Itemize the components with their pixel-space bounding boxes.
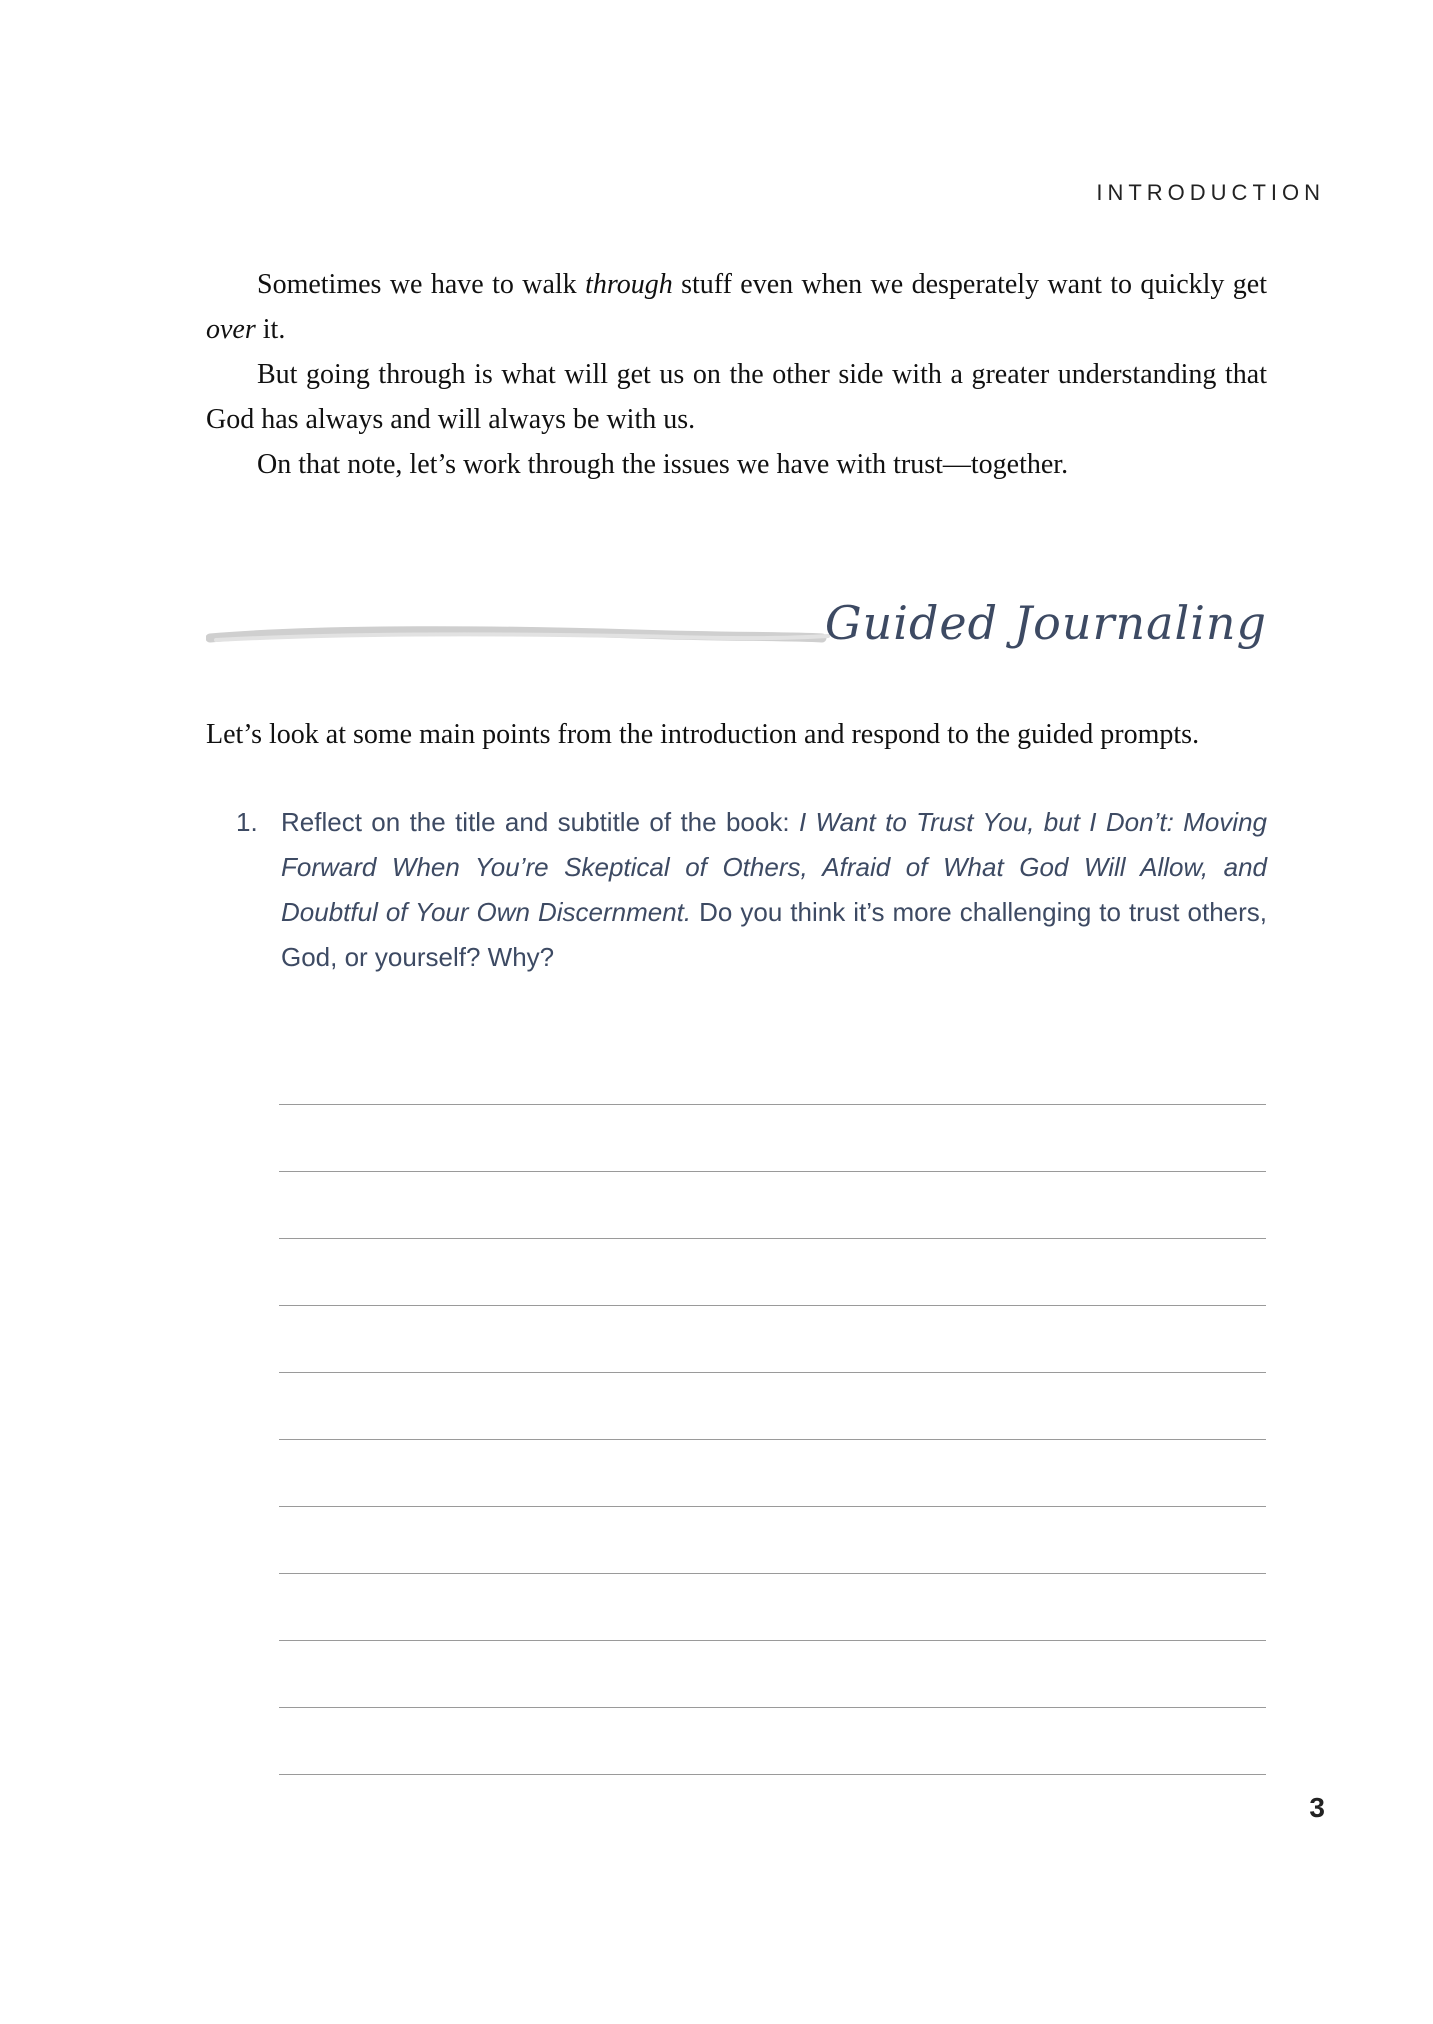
- answer-line[interactable]: [279, 1507, 1266, 1574]
- p1-emphasis-over: over: [206, 314, 256, 345]
- section-title-guided-journaling: Guided Journaling: [824, 596, 1267, 650]
- brush-stroke-decoration: [206, 618, 836, 658]
- answer-line[interactable]: [279, 1574, 1266, 1641]
- paragraph-2: But going through is what will get us on the other side with a greater understanding that God has always and will always be with us.: [206, 359, 1267, 435]
- page-number: 3: [1309, 1792, 1325, 1823]
- prompt-1: [236, 800, 1267, 980]
- answer-line[interactable]: [279, 1440, 1266, 1507]
- p1-end: it.: [255, 314, 286, 345]
- prompt-text-start: Reflect on the title and subtitle of the book:: [281, 807, 799, 837]
- p1-middle: stuff even when we desperately want to quickly get: [672, 269, 1267, 300]
- answer-line[interactable]: [279, 1172, 1266, 1239]
- answer-line[interactable]: [279, 1105, 1266, 1172]
- answer-line[interactable]: [279, 1038, 1266, 1105]
- answer-line[interactable]: [279, 1641, 1266, 1708]
- answer-lines[interactable]: [279, 1038, 1266, 1775]
- prompt-number: 1.: [236, 807, 258, 837]
- paragraph-1: [206, 262, 1267, 352]
- paragraph-3: On that note, let’s work through the issues we have with trust—together.: [257, 449, 1069, 480]
- body-text: [206, 262, 1267, 487]
- prompt-text-end: Do you think it’s more challenging to trust others, God, or yourself? Why?: [281, 897, 1267, 972]
- p1-start: Sometimes we have to walk: [257, 269, 586, 300]
- answer-line[interactable]: [279, 1306, 1266, 1373]
- p1-emphasis-through: through: [585, 269, 673, 300]
- prompt-book-title: I Want to Trust You, but I Don’t: Moving Forward When You’re Skeptical of Others, Afraid of What God Will Allow, and Doubtful of Your Own Discernment.: [281, 807, 1267, 927]
- answer-line[interactable]: [279, 1373, 1266, 1440]
- answer-line[interactable]: [279, 1239, 1266, 1306]
- section-intro: Let’s look at some main points from the introduction and respond to the guided prompts.: [206, 719, 1200, 750]
- answer-line[interactable]: [279, 1708, 1266, 1775]
- prompt-text: [281, 800, 1267, 980]
- running-header: INTRODUCTION: [1096, 180, 1325, 205]
